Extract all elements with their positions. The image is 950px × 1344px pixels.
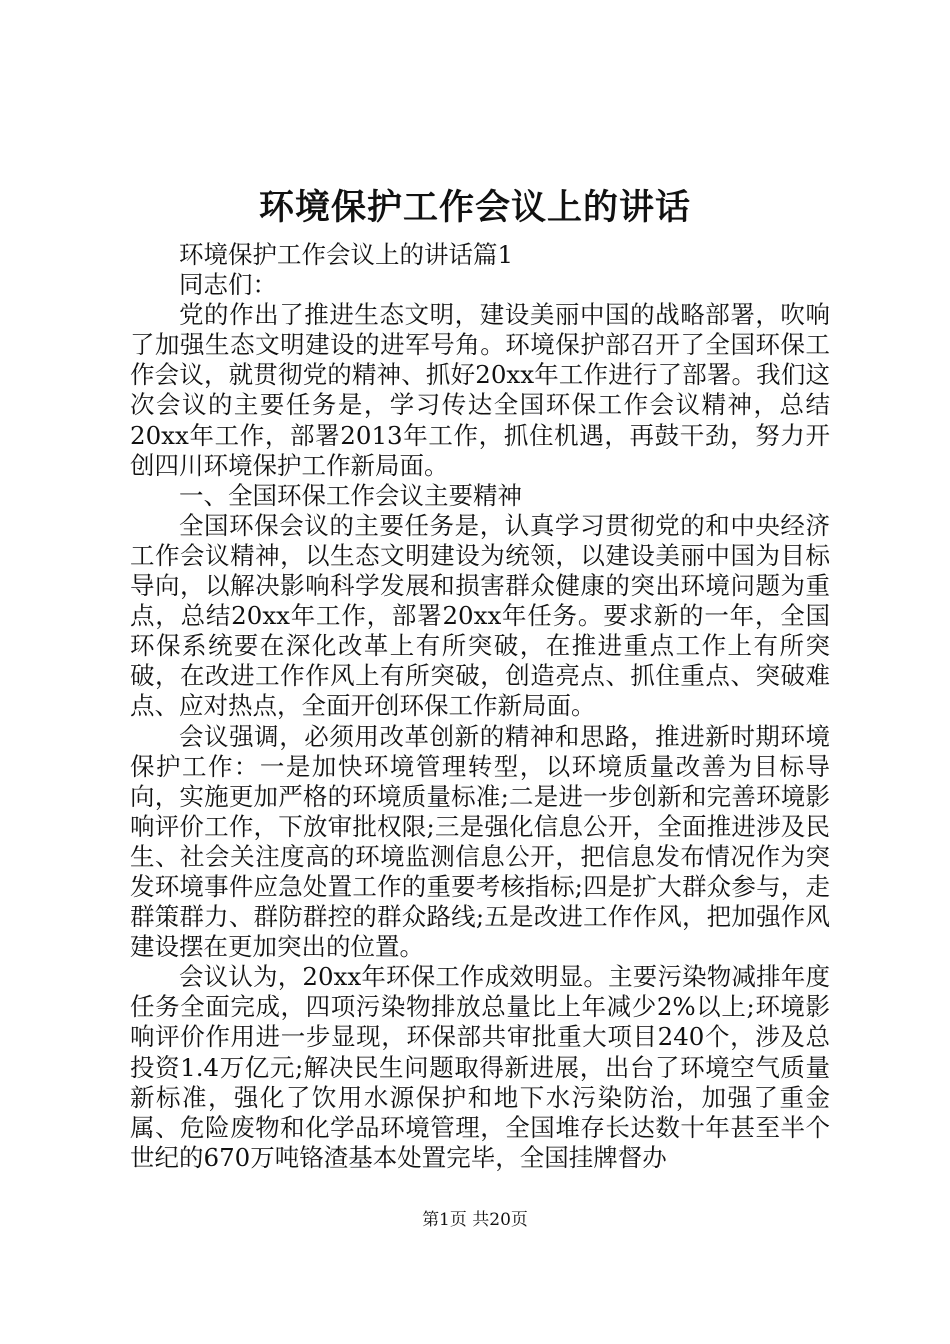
paragraph: 会议强调，必须用改革创新的精神和思路，推进新时期环境保护工作：一是加快环境管理转型，以环境质量改善为目标导向，实施更加严格的环境质量标准;二是进一步创新和完善环境影响评价工作，下放审批权限;三是强化信息公开，全面推进涉及民生、社会关注度高的环境监测信息公开，把信息发布情况作为突发环境事件应急处置工作的重要考核指标;四是扩大群众参与，走群策群力、群防群控的群众路线;五是改进工作作风，把加强作风建设摆在更加突出的位置。: [130, 721, 830, 962]
section-heading: 环境保护工作会议上的讲话篇1: [179, 240, 514, 269]
document-title: 环境保护工作会议上的讲话: [258, 187, 691, 228]
paragraph: 全国环保会议的主要任务是，认真学习贯彻党的和中央经济工作会议精神，以生态文明建设为统领，以建设美丽中国为目标导向，以解决影响科学发展和损害群众健康的突出环境问题为重点，总结20xx年工作，部署20xx年任务。要求新的一年，全国环保系统要在深化改革上有所突破，在推进重点工作上有所突破，在改进工作作风上有所突破，创造亮点、抓住重点、突破难点、应对热点，全面开创环保工作新局面。: [130, 510, 830, 721]
document-body: [130, 240, 830, 1173]
paragraph: 会议认为，20xx年环保工作成效明显。主要污染物减排年度任务全面完成，四项污染物排放总量比上年减少2%以上;环境影响评价作用进一步显现，环保部共审批重大项目240个，涉及总投资1.4万亿元;解决民生问题取得新进展，出台了环境空气质量新标准，强化了饮用水源保护和地下水污染防治，加强了重金属、危险废物和化学品环境管理，全国堆存长达数十年甚至半个世纪的670万吨铬渣基本处置完毕，全国挂牌督办: [130, 962, 830, 1172]
page-number: 第1页 共20页: [422, 1210, 528, 1230]
section-heading: 一、全国环保工作会议主要精神: [179, 480, 522, 510]
salutation: 同志们：: [179, 270, 277, 300]
paragraph: 党的作出了推进生态文明，建设美丽中国的战略部署，吹响了加强生态文明建设的进军号角。环境保护部召开了全国环保工作会议，就贯彻党的精神、抓好20xx年工作进行了部署。我们这次会议的主要任务是，学习传达全国环保工作会议精神，总结20xx年工作，部署2013年工作，抓住机遇，再鼓干劲，努力开创四川环境保护工作新局面。: [130, 300, 830, 480]
